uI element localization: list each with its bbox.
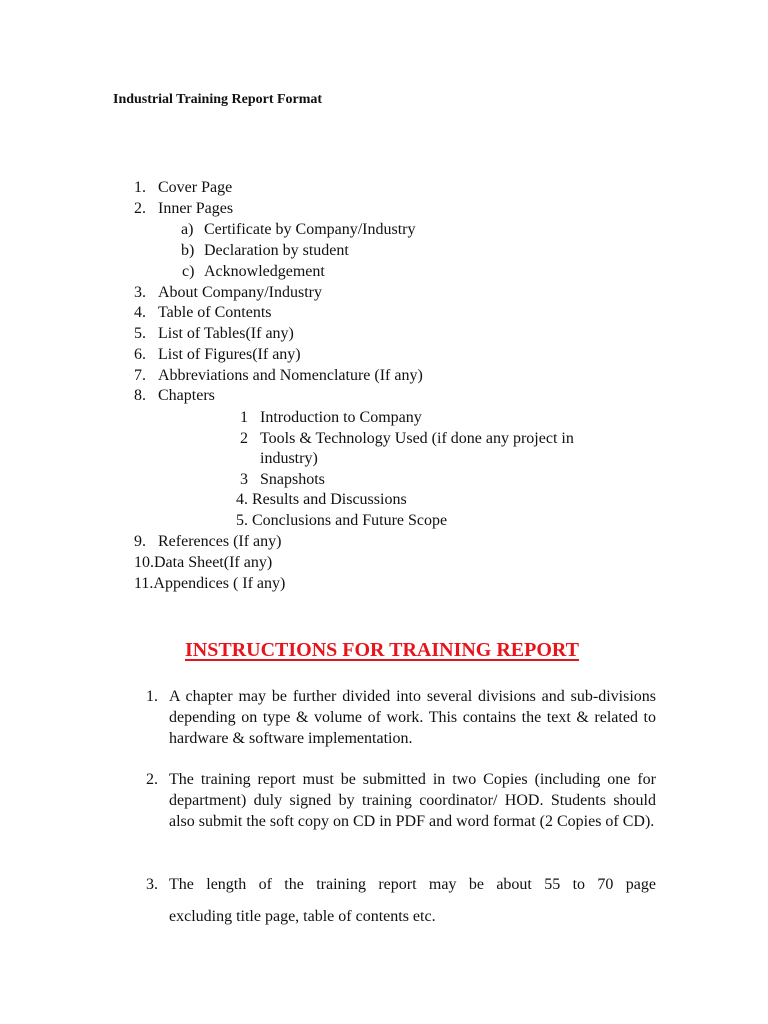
chapter-text: 5. Conclusions and Future Scope [236, 512, 448, 529]
list-item-text: List of Figures(If any) [158, 346, 301, 363]
instructions-heading: INSTRUCTIONS FOR TRAINING REPORT [185, 639, 579, 661]
list-number: 8. [134, 387, 146, 404]
list-item-text: 11.Appendices ( If any) [134, 575, 286, 592]
chapter-number: 1 [240, 409, 248, 426]
sublist-letter: a) [181, 221, 194, 238]
list-item-text: Abbreviations and Nomenclature (If any) [158, 367, 423, 384]
instruction-number: 2. [146, 771, 158, 788]
chapter-text: Tools & Technology Used (if done any project in [260, 430, 574, 447]
list-item [134, 177, 146, 198]
list-item-text: List of Tables(If any) [158, 325, 294, 342]
instruction-text: The training report must be submitted in two Copies (including one for department) duly signed by training coordinator/ HOD. Students should also submit the soft copy on CD in PDF and word format (2 Copies of CD). [169, 771, 656, 830]
sublist-item-text: Declaration by student [204, 242, 349, 259]
sublist-item-text: Acknowledgement [204, 263, 325, 280]
chapter-text: 4. Results and Discussions [236, 491, 407, 508]
list-number: 9. [134, 533, 146, 550]
instruction-text: A chapter may be further divided into several divisions and sub-divisions depending on type & volume of work. This contains the text & related to hardware & software implementation. [169, 688, 656, 747]
list-number: 7. [134, 367, 146, 384]
chapter-number: 2 [240, 430, 248, 447]
list-number: 3. [134, 284, 146, 301]
document-title: Industrial Training Report Format [113, 92, 323, 107]
list-item-text: 10.Data Sheet(If any) [134, 554, 273, 571]
sublist-item-text: Certificate by Company/Industry [204, 221, 416, 238]
list-number: 4. [134, 304, 146, 321]
chapter-text-continued: industry) [260, 450, 318, 467]
sublist-letter: c) [182, 263, 195, 280]
instruction-text: The length of the training report may be about 55 to 70 page [169, 876, 656, 893]
chapter-number: 3 [240, 471, 248, 488]
sublist-letter: b) [181, 242, 195, 259]
list-item-text: References (If any) [158, 533, 282, 550]
list-item-text: Cover Page [158, 179, 233, 196]
list-number: 1. [134, 179, 146, 196]
instruction-number: 1. [146, 688, 158, 705]
chapter-text: Introduction to Company [260, 409, 422, 426]
list-item-text: Chapters [158, 387, 215, 404]
list-item-text: About Company/Industry [158, 284, 322, 301]
list-item-text: Inner Pages [158, 200, 234, 217]
list-number: 5. [134, 325, 146, 342]
chapter-text: Snapshots [260, 471, 325, 488]
list-number: 6. [134, 346, 146, 363]
instruction-number: 3. [146, 876, 158, 893]
instruction-text-continued: excluding title page, table of contents etc. [169, 908, 436, 925]
list-number: 2. [134, 200, 146, 217]
list-item-text: Table of Contents [158, 304, 272, 321]
